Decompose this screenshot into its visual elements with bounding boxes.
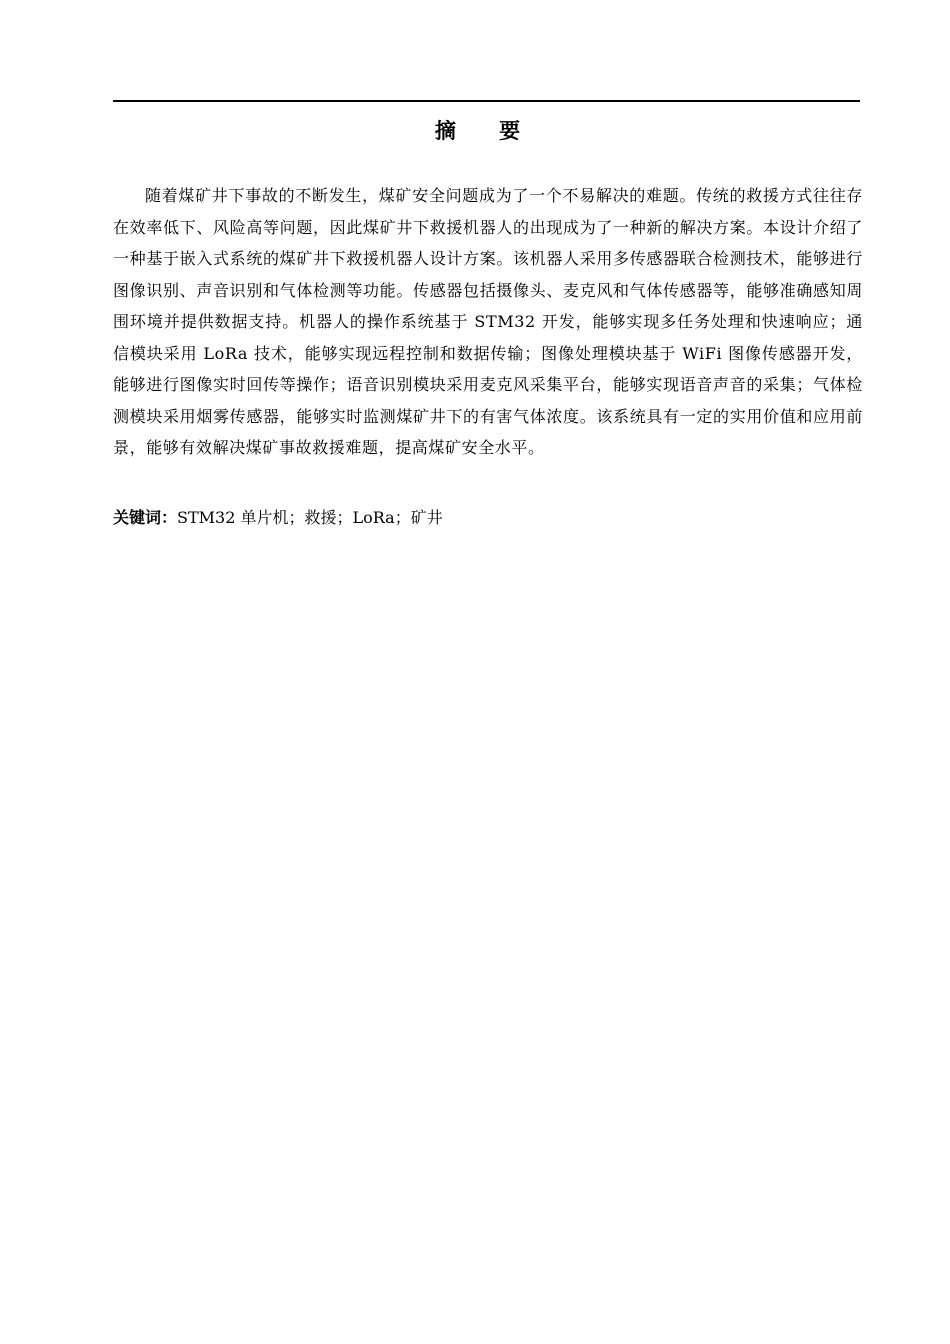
page-title: 摘 要 bbox=[434, 119, 539, 143]
header-rule bbox=[113, 100, 860, 102]
keywords-line bbox=[113, 502, 860, 534]
keywords-value: STM32 单片机；救援；LoRa；矿井 bbox=[177, 508, 443, 527]
abstract-paragraph: 随着煤矿井下事故的不断发生，煤矿安全问题成为了一个不易解决的难题。传统的救援方式往往存在效率低下、风险高等问题，因此煤矿井下救援机器人的出现成为了一种新的解决方案。本设计介绍了一种基于嵌入式系统的煤矿井下救援机器人设计方案。该机器人采用多传感器联合检测技术，能够进行图像识别、声音识别和气体检测等功能。传感器包括摄像头、麦克风和气体传感器等，能够准确感知周围环境并提供数据支持。机器人的操作系统基于 STM32 开发，能够实现多任务处理和快速响应；通信模块采用 LoRa 技术，能够实现远程控制和数据传输；图像处理模块基于 WiFi 图像传感器开发，能够进行图像实时回传等操作；语音识别模块采用麦克风采集平台，能够实现语音声音的采集；气体检测模块采用烟雾传感器，能够实时监测煤矿井下的有害气体浓度。该系统具有一定的实用价值和应用前景，能够有效解决煤矿事故救援难题，提高煤矿安全水平。 bbox=[113, 186, 863, 457]
keywords-label: 关键词： bbox=[113, 508, 178, 527]
